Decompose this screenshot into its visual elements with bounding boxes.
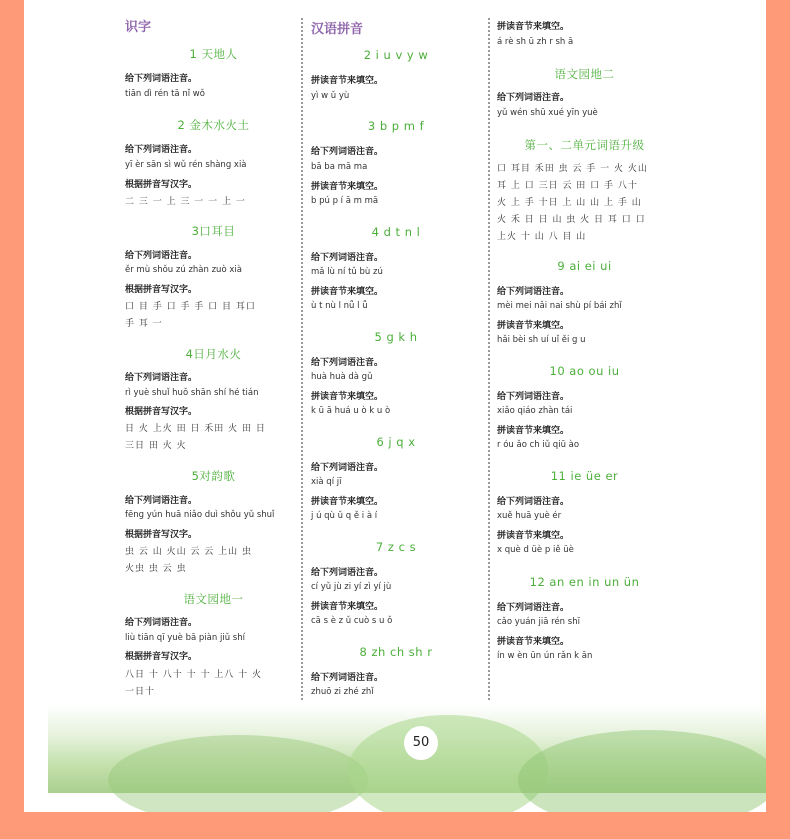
lesson-title: 10 ao ou iu bbox=[549, 364, 620, 378]
answer: bā ba mā ma bbox=[311, 162, 368, 172]
instruction: 给下列词语注音。 bbox=[311, 673, 384, 683]
lesson-title: 4日月水火 bbox=[185, 347, 242, 361]
lesson-title: 3口耳目 bbox=[191, 224, 236, 238]
lesson-title: 5对韵歌 bbox=[191, 469, 236, 483]
lesson-title: 8 zh ch sh r bbox=[359, 645, 433, 659]
lesson-title: 4 d t n l bbox=[371, 225, 421, 239]
instruction: 给下列词语注音。 bbox=[125, 74, 198, 84]
answer: x què d üè p iě üè bbox=[497, 545, 574, 555]
answer: xuě huā yuè ér bbox=[497, 511, 562, 521]
instruction: 给下列词语注音。 bbox=[125, 145, 198, 155]
instruction: 给下列词语注音。 bbox=[311, 358, 384, 368]
answer: j ú qù ǔ q ě i à í bbox=[311, 511, 378, 521]
instruction: 拼读音节来填空。 bbox=[497, 321, 570, 331]
review-row: 火 禾 日 日 山 虫 火 日 耳 口 口 bbox=[497, 215, 646, 225]
instruction: 给下列词语注音。 bbox=[125, 251, 198, 261]
answer: liù tiān qī yuè bā piàn jiǔ shí bbox=[125, 633, 245, 643]
answer: ín w èn ūn ún rǎn k ān bbox=[497, 651, 593, 661]
answer: rì yuè shuǐ huǒ shān shí hé tián bbox=[125, 388, 259, 398]
answer: xià qí jī bbox=[311, 477, 342, 487]
hill-shape bbox=[518, 730, 766, 812]
review-row: 耳 上 口 三日 云 田 口 手 八十 bbox=[497, 181, 638, 191]
instruction: 拼读音节来填空。 bbox=[497, 22, 570, 32]
column-divider bbox=[488, 18, 490, 700]
chapter-title: 识字 bbox=[125, 20, 152, 35]
answer: k ū ā huá u ò k u ò bbox=[311, 406, 391, 416]
page-number: 50 bbox=[404, 726, 438, 760]
lesson-title: 2 金木水火土 bbox=[177, 118, 250, 132]
answer: r óu ǎo ch iǔ qiū ào bbox=[497, 440, 580, 450]
answer: 三日 田 火 火 bbox=[125, 441, 187, 451]
answer: 火虫 虫 云 虫 bbox=[125, 564, 187, 574]
answer: hǎi bèi sh uí uǐ ěi g u bbox=[497, 335, 586, 345]
instruction: 根据拼音写汉字。 bbox=[125, 180, 198, 190]
lesson-title: 语文园地二 bbox=[554, 67, 615, 81]
instruction: 给下列词语注音。 bbox=[497, 392, 570, 402]
instruction: 拼读音节来填空。 bbox=[497, 426, 570, 436]
instruction: 给下列词语注音。 bbox=[311, 463, 384, 473]
answer: tiān dì rén tā nǐ wǒ bbox=[125, 89, 205, 99]
instruction: 拼读音节来填空。 bbox=[311, 602, 384, 612]
hill-shape bbox=[348, 715, 548, 812]
lesson-title: 第一、二单元词语升级 bbox=[524, 138, 645, 152]
lesson-title: 7 z c s bbox=[375, 540, 417, 554]
instruction: 根据拼音写汉字。 bbox=[125, 530, 198, 540]
answer: yì w ǔ yù bbox=[311, 91, 350, 101]
answer: fēng yún huā niǎo duì shǒu yǔ shuǐ bbox=[125, 510, 275, 520]
chapter-title: 汉语拼音 bbox=[311, 22, 364, 37]
answer: xiǎo qiáo zhàn tái bbox=[497, 406, 573, 416]
lesson-title: 语文园地一 bbox=[183, 592, 244, 606]
answer: cǎo yuán jiā rén shī bbox=[497, 617, 580, 627]
answer: 虫 云 山 火山 云 云 上山 虫 bbox=[125, 547, 253, 557]
review-row: 上火 十 山 八 目 山 bbox=[497, 232, 587, 242]
answer: yī èr sān sì wǔ rén shàng xià bbox=[125, 160, 247, 170]
lesson-title: 9 ai ei ui bbox=[557, 259, 612, 273]
instruction: 根据拼音写汉字。 bbox=[125, 285, 198, 295]
lesson-title: 2 i u v y w bbox=[363, 48, 429, 62]
lesson-title: 11 ie üe er bbox=[550, 469, 619, 483]
instruction: 给下列词语注音。 bbox=[497, 287, 570, 297]
instruction: 拼读音节来填空。 bbox=[497, 531, 570, 541]
instruction: 拼读音节来填空。 bbox=[311, 497, 384, 507]
instruction: 给下列词语注音。 bbox=[125, 373, 198, 383]
lesson-title: 5 g k h bbox=[374, 330, 418, 344]
review-row: 口 耳目 禾田 虫 云 手 一 火 火山 bbox=[497, 164, 648, 174]
instruction: 给下列词语注音。 bbox=[311, 568, 384, 578]
answer: cā s è z ǔ cuò s u ǒ bbox=[311, 616, 393, 626]
lesson-title: 3 b p m f bbox=[367, 119, 425, 133]
answer: huà huà dà gǔ bbox=[311, 372, 373, 382]
answer: cí yǔ jù zi yí zì yí jù bbox=[311, 582, 392, 592]
instruction: 给下列词语注音。 bbox=[311, 253, 384, 263]
instruction: 拼读音节来填空。 bbox=[311, 182, 384, 192]
answer: 口 目 手 口 手 手 口 目 耳口 bbox=[125, 302, 256, 312]
footer-meadow-decoration bbox=[48, 705, 766, 793]
instruction: 给下列词语注音。 bbox=[497, 497, 570, 507]
answer: 一日十 bbox=[125, 687, 156, 697]
answer: ù t nù l nǚ l ǚ bbox=[311, 301, 368, 311]
hill-shape bbox=[108, 735, 368, 812]
answer: mèi mei nǎi nai shù pí bái zhǐ bbox=[497, 301, 622, 311]
answer: 日 火 上火 田 日 禾田 火 田 日 bbox=[125, 424, 266, 434]
instruction: 拼读音节来填空。 bbox=[311, 287, 384, 297]
instruction: 拼读音节来填空。 bbox=[311, 76, 384, 86]
answer: yǔ wén shū xué yīn yuè bbox=[497, 108, 598, 118]
instruction: 拼读音节来填空。 bbox=[497, 637, 570, 647]
answer: ěr mù shǒu zú zhàn zuò xià bbox=[125, 265, 242, 275]
workbook-page bbox=[24, 0, 766, 812]
answer: 二 三 一 上 三 一 一 上 一 bbox=[125, 197, 246, 207]
answer: 八日 十 八十 十 十 上八 十 火 bbox=[125, 670, 263, 680]
review-row: 火 上 手 十日 上 山 山 上 手 山 bbox=[497, 198, 642, 208]
instruction: 根据拼音写汉字。 bbox=[125, 407, 198, 417]
answer: zhuō zi zhé zhǐ bbox=[311, 687, 374, 697]
instruction: 给下列词语注音。 bbox=[125, 496, 198, 506]
instruction: 给下列词语注音。 bbox=[125, 618, 198, 628]
answer: b pú p í ā m mā bbox=[311, 196, 379, 206]
answer: mǎ lù ní tǔ bù zú bbox=[311, 267, 383, 277]
instruction: 给下列词语注音。 bbox=[497, 603, 570, 613]
instruction: 给下列词语注音。 bbox=[497, 93, 570, 103]
answer: á rè sh ū zh r sh ā bbox=[497, 37, 574, 47]
instruction: 根据拼音写汉字。 bbox=[125, 652, 198, 662]
lesson-title: 12 an en in un ün bbox=[529, 575, 640, 589]
lesson-title: 1 天地人 bbox=[189, 47, 238, 61]
instruction: 给下列词语注音。 bbox=[311, 147, 384, 157]
lesson-title: 6 j q x bbox=[376, 435, 416, 449]
column-divider bbox=[301, 18, 303, 700]
answer: 手 耳 一 bbox=[125, 319, 163, 329]
instruction: 拼读音节来填空。 bbox=[311, 392, 384, 402]
